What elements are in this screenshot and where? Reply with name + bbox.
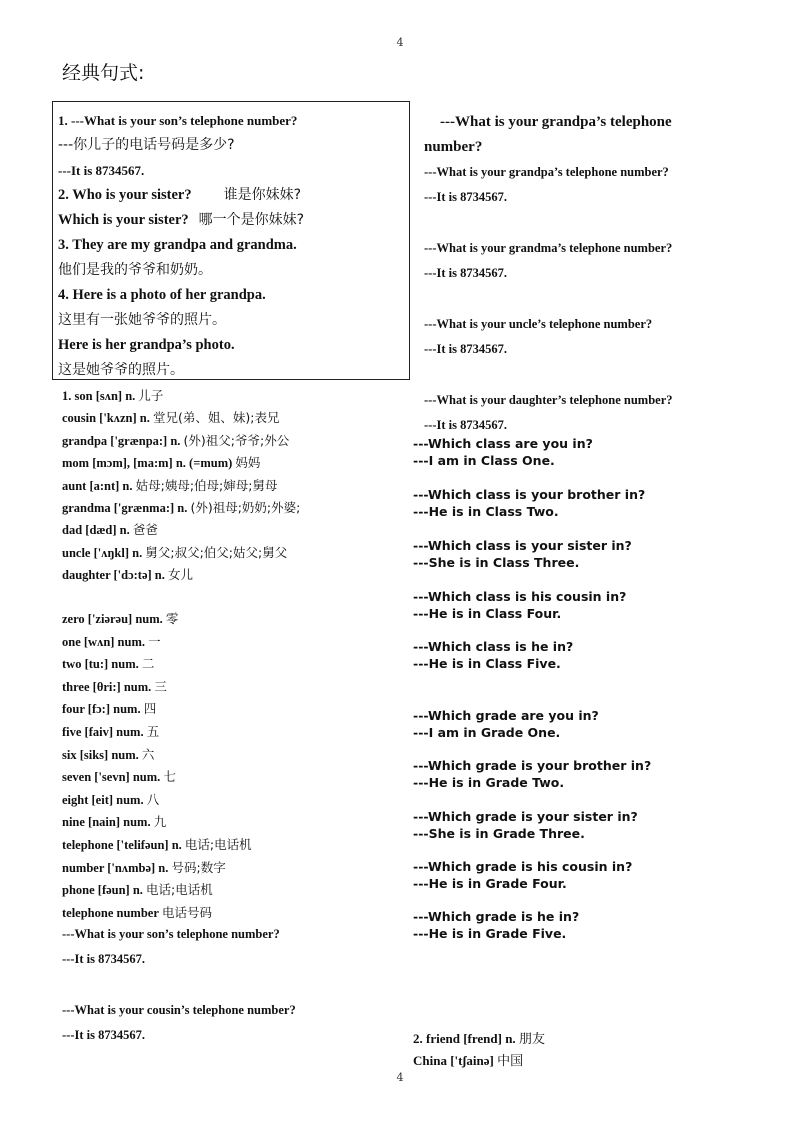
class-qa-answer: ---He is in Class Four. bbox=[413, 606, 562, 621]
number-meaning: 七 bbox=[163, 769, 176, 785]
box-line-5-cn: 哪一个是你妹妹? bbox=[198, 212, 305, 228]
number-meaning: 电话;电话机 bbox=[146, 882, 213, 898]
friend-item bbox=[413, 1028, 753, 1050]
number-item bbox=[62, 698, 402, 721]
vocab-meaning: 女儿 bbox=[168, 567, 194, 583]
vocab-word: dad [dæd] n. bbox=[62, 523, 130, 538]
sentence-pattern-box bbox=[52, 101, 410, 380]
box-line-8: 4. Here is a photo of her grandpa. bbox=[58, 287, 266, 303]
family-vocabulary-list bbox=[62, 385, 402, 587]
box-line-4-en: 2. Who is your sister? bbox=[58, 187, 192, 203]
friend-meaning: 朋友 bbox=[518, 1032, 545, 1047]
box-line-4-cn: 谁是你妹妹? bbox=[223, 187, 302, 203]
vocab-item bbox=[62, 452, 402, 474]
friend-word: China ['tʃainə] bbox=[413, 1053, 494, 1068]
right-dialog bbox=[424, 110, 764, 438]
left-dialog-a2: ---It is 8734567. bbox=[62, 1028, 145, 1042]
grade-qa-answer: ---He is in Grade Four. bbox=[413, 876, 567, 891]
class-qa-answer: ---He is in Class Two. bbox=[413, 504, 559, 519]
friend-item bbox=[413, 1050, 753, 1072]
page-number-bottom: 4 bbox=[396, 1071, 404, 1084]
number-meaning: 四 bbox=[143, 701, 157, 717]
grade-qa-pair bbox=[413, 858, 753, 892]
vocab-word: grandpa ['grænpa:] n. bbox=[62, 433, 181, 448]
vocab-item bbox=[62, 497, 402, 519]
grade-qa-answer: ---He is in Grade Two. bbox=[413, 775, 565, 790]
number-item bbox=[62, 766, 402, 789]
left-dialog-q1: ---What is your son’s telephone number? bbox=[62, 927, 280, 941]
vocab-meaning: 爸爸 bbox=[132, 522, 158, 538]
box-line-5 bbox=[58, 208, 409, 233]
right-dialog-title-1: ---What is your grandpa’s telephone bbox=[440, 114, 672, 130]
number-meaning: 电话;电话机 bbox=[184, 836, 252, 852]
grade-qa-question: ---Which grade are you in? bbox=[413, 708, 599, 723]
vocab-word: cousin ['kʌzn] n. bbox=[62, 411, 150, 426]
box-line-11: 这是她爷爷的照片。 bbox=[58, 362, 184, 378]
number-meaning: 二 bbox=[141, 656, 155, 672]
box-line-1: 1. ---What is your son’s telephone number? bbox=[58, 113, 298, 128]
right-dialog-q2: ---What is your grandma’s telephone number? bbox=[424, 241, 673, 255]
right-dialog-q3: ---What is your uncle’s telephone number? bbox=[424, 317, 653, 331]
box-line-2: ---你儿子的电话号码是多少? bbox=[58, 137, 235, 153]
class-qa-pair bbox=[413, 537, 753, 571]
class-qa-answer: ---He is in Class Five. bbox=[413, 656, 561, 671]
number-item bbox=[62, 834, 402, 857]
number-item bbox=[62, 721, 402, 744]
section-heading: 经典句式: bbox=[62, 62, 145, 84]
number-word: six [siks] num. bbox=[62, 747, 139, 762]
class-qa-question: ---Which class is he in? bbox=[413, 639, 574, 654]
class-qa-question: ---Which class is your sister in? bbox=[413, 538, 632, 553]
class-qa-answer: ---I am in Class One. bbox=[413, 453, 555, 468]
vocab-item bbox=[62, 542, 402, 564]
left-dialog bbox=[62, 922, 402, 1048]
number-item bbox=[62, 857, 402, 880]
vocab-word: grandma ['grænma:] n. bbox=[62, 500, 188, 515]
vocab-meaning: 舅父;叔父;伯父;姑父;舅父 bbox=[145, 544, 288, 560]
grade-qa-question: ---Which grade is his cousin in? bbox=[413, 859, 633, 874]
number-meaning: 六 bbox=[141, 746, 155, 762]
box-line-9: 这里有一张她爷爷的照片。 bbox=[58, 312, 226, 328]
number-word: five [faiv] num. bbox=[62, 724, 144, 739]
number-item bbox=[62, 902, 402, 925]
vocab-item bbox=[62, 519, 402, 541]
vocab-meaning: (外)祖母;奶奶;外婆; bbox=[190, 499, 301, 515]
vocab-word: daughter ['dɔ:tə] n. bbox=[62, 568, 165, 583]
friend-meaning: 中国 bbox=[497, 1054, 524, 1069]
number-meaning: 号码;数字 bbox=[171, 859, 226, 875]
box-line-6: 3. They are my grandpa and grandma. bbox=[58, 237, 297, 253]
vocab-item bbox=[62, 564, 402, 586]
class-qa-pair bbox=[413, 638, 753, 672]
box-line-10: Here is her grandpa’s photo. bbox=[58, 337, 235, 353]
number-word: two [tu:] num. bbox=[62, 657, 139, 672]
vocab-word: aunt [a:nt] n. bbox=[62, 478, 133, 493]
number-item bbox=[62, 631, 402, 654]
number-word: nine [nain] num. bbox=[62, 815, 151, 830]
grade-qa-answer: ---She is in Grade Three. bbox=[413, 826, 585, 841]
number-vocabulary-list bbox=[62, 608, 402, 924]
number-word: four [fɔ:] num. bbox=[62, 702, 141, 717]
vocab-item bbox=[62, 407, 402, 429]
page-number-top: 4 bbox=[396, 36, 404, 49]
vocab-meaning: 姑母;姨母;伯母;婶母;舅母 bbox=[135, 477, 278, 493]
number-word: telephone number bbox=[62, 905, 159, 920]
number-meaning: 五 bbox=[146, 723, 160, 739]
vocab-item bbox=[62, 475, 402, 497]
number-item bbox=[62, 789, 402, 812]
number-item bbox=[62, 811, 402, 834]
right-dialog-title-2: number? bbox=[424, 139, 483, 155]
number-meaning: 三 bbox=[154, 678, 167, 694]
number-meaning: 零 bbox=[165, 611, 179, 626]
number-word: one [wʌn] num. bbox=[62, 634, 145, 649]
class-qa-question: ---Which class is your brother in? bbox=[413, 487, 646, 502]
vocab-meaning: 堂兄(弟、姐、妹);表兄 bbox=[153, 410, 280, 426]
number-word: number ['nʌmbə] n. bbox=[62, 860, 169, 875]
class-qa-question: ---Which class are you in? bbox=[413, 436, 593, 451]
grade-qa-pair bbox=[413, 908, 753, 942]
number-meaning: 八 bbox=[146, 791, 160, 807]
class-qa-pair bbox=[413, 588, 753, 622]
grade-qa-pair bbox=[413, 707, 753, 741]
grade-qa-question: ---Which grade is your sister in? bbox=[413, 809, 638, 824]
number-word: eight [eit] num. bbox=[62, 792, 144, 807]
right-dialog-a3: ---It is 8734567. bbox=[424, 342, 507, 356]
vocab-meaning: (外)祖父;爷爷;外公 bbox=[183, 432, 290, 448]
right-dialog-a1: ---It is 8734567. bbox=[424, 190, 507, 204]
grade-qa-answer: ---He is in Grade Five. bbox=[413, 926, 567, 941]
number-item bbox=[62, 879, 402, 902]
class-qa-pair bbox=[413, 486, 753, 520]
number-word: seven ['sevn] num. bbox=[62, 770, 161, 785]
box-line-3: ---It is 8734567. bbox=[58, 163, 145, 178]
grade-qa-question: ---Which grade is he in? bbox=[413, 909, 580, 924]
friend-word: 2. friend [frend] n. bbox=[413, 1031, 516, 1046]
box-line-4 bbox=[58, 183, 409, 208]
number-item bbox=[62, 653, 402, 676]
left-dialog-a1: ---It is 8734567. bbox=[62, 952, 145, 966]
vocab-word: 1. son [sʌn] n. bbox=[62, 389, 136, 403]
number-word: phone [fəun] n. bbox=[62, 883, 143, 898]
number-word: telephone ['telifəun] n. bbox=[62, 837, 182, 852]
vocab-item bbox=[62, 385, 402, 407]
class-qa-pair bbox=[413, 435, 753, 469]
class-qa-question: ---Which class is his cousin in? bbox=[413, 589, 627, 604]
grade-qa-pair bbox=[413, 808, 753, 842]
right-dialog-title bbox=[424, 110, 764, 160]
box-line-7: 他们是我的爷爷和奶奶。 bbox=[58, 262, 212, 278]
right-dialog-q1: ---What is your grandpa’s telephone number? bbox=[424, 165, 669, 179]
vocab-item bbox=[62, 430, 402, 452]
grade-qa-question: ---Which grade is your brother in? bbox=[413, 758, 652, 773]
number-item bbox=[62, 676, 402, 699]
number-item bbox=[62, 608, 402, 631]
vocab-meaning: 妈妈 bbox=[235, 455, 261, 471]
grade-qa-answer: ---I am in Grade One. bbox=[413, 725, 561, 740]
right-dialog-q4: ---What is your daughter’s telephone number? bbox=[424, 393, 673, 407]
vocab-word: mom [mɔm], [ma:m] n. (=mum) bbox=[62, 456, 233, 471]
grade-qa-pair bbox=[413, 757, 753, 791]
number-item bbox=[62, 744, 402, 767]
number-meaning: 电话号码 bbox=[162, 904, 213, 920]
number-word: three [θri:] num. bbox=[62, 679, 152, 694]
vocab-word: uncle ['ʌŋkl] n. bbox=[62, 545, 143, 560]
number-word: zero ['ziərəu] num. bbox=[62, 612, 163, 626]
right-dialog-a4: ---It is 8734567. bbox=[424, 418, 507, 432]
right-dialog-a2: ---It is 8734567. bbox=[424, 266, 507, 280]
left-dialog-q2: ---What is your cousin’s telephone number? bbox=[62, 1003, 296, 1017]
number-meaning: 九 bbox=[153, 814, 167, 830]
vocab-meaning: 儿子 bbox=[138, 388, 164, 403]
number-meaning: 一 bbox=[148, 633, 161, 649]
class-qa-answer: ---She is in Class Three. bbox=[413, 555, 580, 570]
friend-vocabulary-list bbox=[413, 1028, 753, 1072]
box-line-5-en: Which is your sister? bbox=[58, 212, 189, 228]
